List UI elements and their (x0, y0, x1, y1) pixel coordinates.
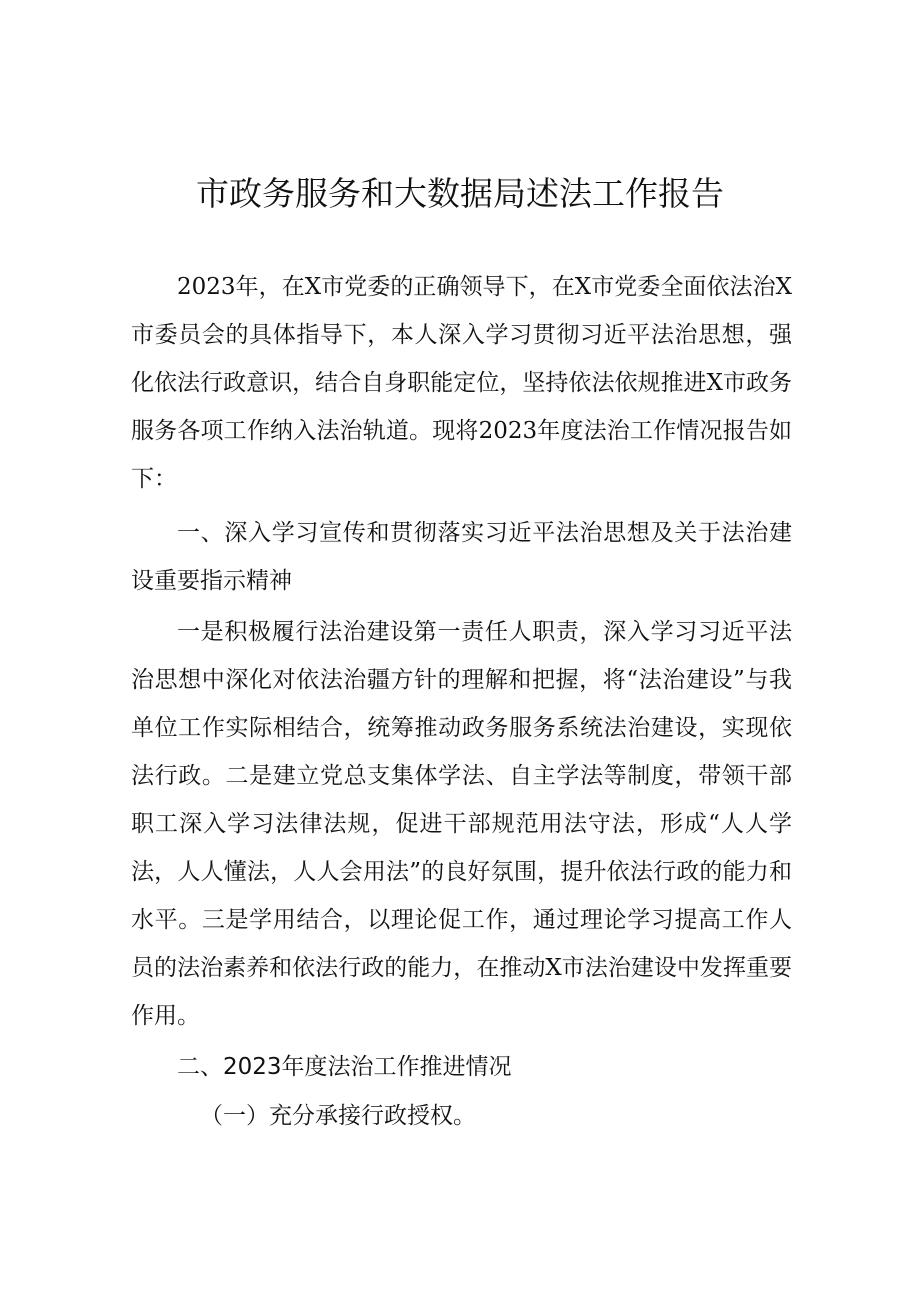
document-title: 市政务服务和大数据局述法工作报告 (196, 174, 724, 213)
section-heading-2: 二、2023年度法治工作推进情况 (177, 1054, 512, 1080)
section-1-paragraph: 一是积极履行法治建设第一责任人职责，深入学习习近平法治思想中深化对依法治疆方针的理解和把握，将“法治建设”与我单位工作实际相结合，统筹推动政务服务系统法治建设，实现依法行政。二是建立党总支集体学法、自主学法等制度，带领干部职工深入学习法律法规，促进干部规范用法守法，形成“人人学法，人人懂法，人人会用法”的良好氛围，提升依法行政的能力和水平。三是学用结合，以理论促工作，通过理论学习提高工作人员的法治素养和依法行政的能力，在推动X市法治建设中发挥重要作用。 (131, 619, 792, 1029)
subsection-heading-1: （一）充分承接行政授权。 (200, 1103, 476, 1129)
intro-paragraph: 2023年，在X市党委的正确领导下，在X市党委全面依法治X市委员会的具体指导下，本人深入学习贯彻习近平法治思想，强化依法行政意识，结合自身职能定位，坚持依法依规推进X市政务服务各项工作纳入法治轨道。现将2023年度法治工作情况报告如下： (131, 274, 792, 492)
section-heading-1: 一、深入学习宣传和贯彻落实习近平法治思想及关于法治建设重要指示精神 (131, 520, 792, 594)
